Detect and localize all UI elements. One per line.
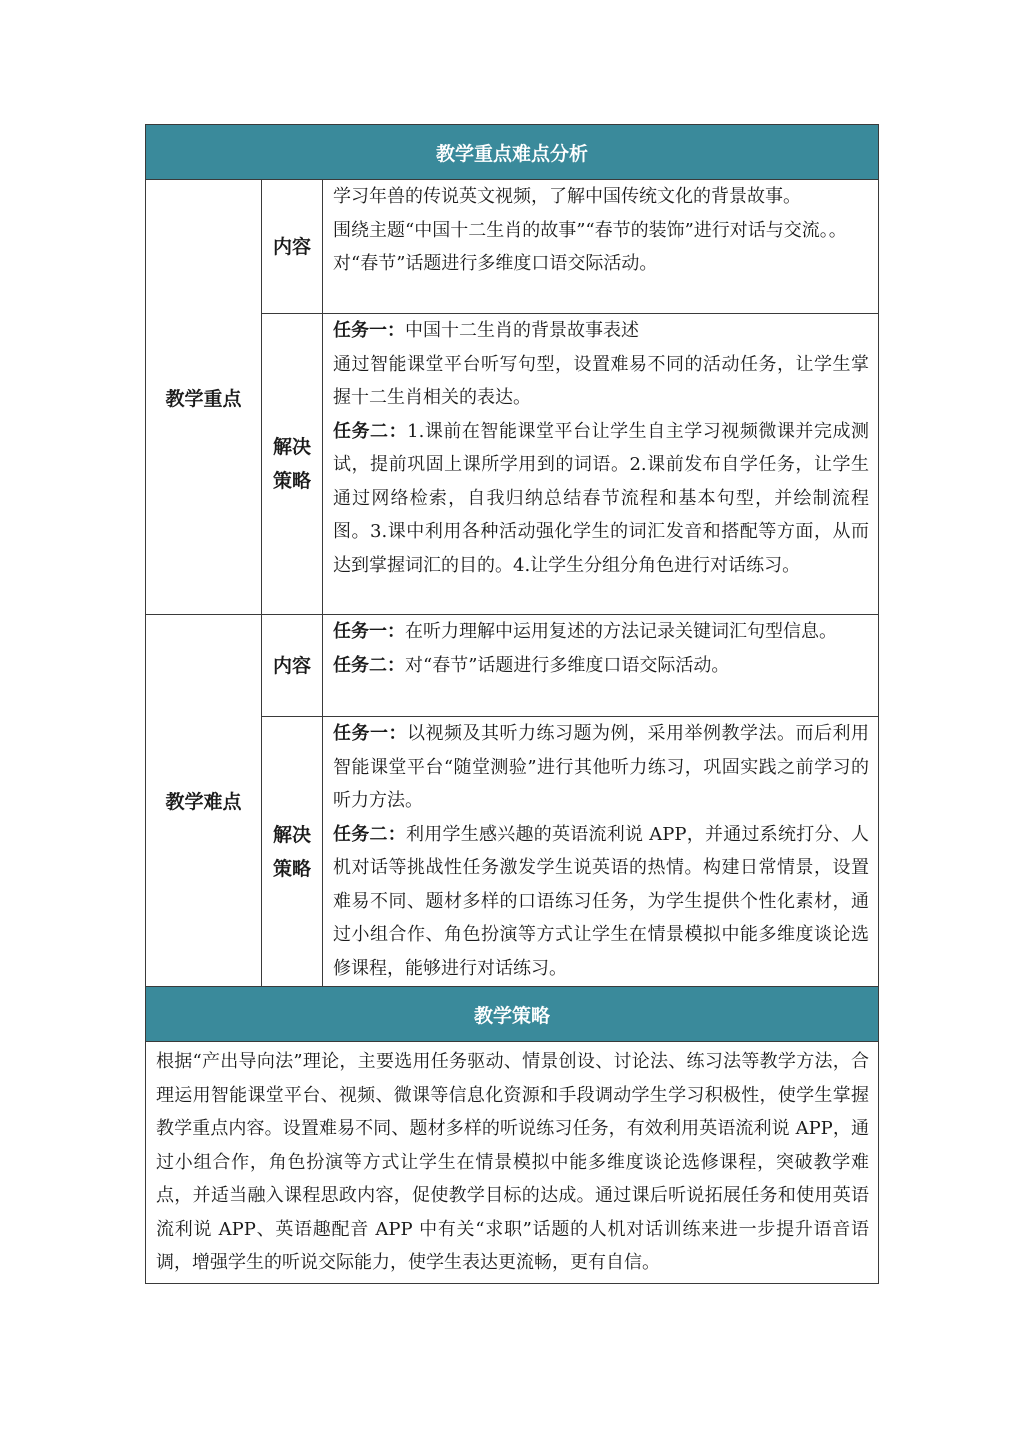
analysis-table — [145, 124, 879, 1284]
strategy-body-cell — [146, 1042, 879, 1284]
task-text: 对“春节”话题进行多维度口语交际活动。 — [405, 654, 730, 676]
content-line: 围绕主题“中国十二生肖的故事”“春节的装饰”进行对话与交流。。 — [333, 219, 847, 241]
difficulty-strategy-label-cell — [262, 717, 323, 987]
task-title: 任务一： — [333, 723, 408, 744]
strategy-label: 解决策略 — [272, 823, 311, 880]
focus-label-cell — [146, 180, 262, 615]
task-paragraph — [333, 717, 869, 818]
difficulty-content-label-cell — [262, 615, 323, 717]
content-label: 内容 — [272, 654, 311, 677]
focus-label: 教学重点 — [165, 387, 242, 410]
task-title: 任务二： — [333, 654, 405, 676]
task-text: 通过智能课堂平台听写句型，设置难易不同的活动任务，让学生掌握十二生肖相关的表达。 — [333, 353, 870, 408]
strategy-paragraph: 根据“产出导向法”理论，主要选用任务驱动、情景创设、讨论法、练习法等教学方法，合理运用智能课堂平台、视频、微课等信息化资源和手段调动学生学习积极性，使学生掌握教学重点内容。设置难易不同、题材多样的听说练习任务，有效利用英语流利说 APP，通过小组合作，角色扮演等方式让学生在情景模拟中能多维度谈论选修课程，突破教学难点，并适当融入课程思政内容，促使教学目标的达成。通过课后听说拓展任务和使用英语流利说 APP、英语趣配音 APP 中有关“求职”话题的人机对话训练来进一步提升语音语调，增强学生的听说交际能力，使学生表达更流畅，更有自信。 — [156, 1051, 870, 1273]
focus-strategy-label-cell — [262, 314, 323, 615]
task-text: 利用学生感兴趣的英语流利说 APP，并通过系统打分、人机对话等挑战性任务激发学生说英语的热情。构建日常情景，设置难易不同、题材多样的口语练习任务，为学生提供个性化素材，通过小组合作、角色扮演等方式让学生在情景模拟中能多维度谈论选修课程，能够进行对话练习。 — [333, 823, 870, 979]
task-paragraph — [333, 415, 869, 583]
difficulty-label-cell — [146, 615, 262, 987]
section-title: 教学重点难点分析 — [436, 142, 589, 165]
focus-strategy-cell — [323, 314, 879, 615]
task-paragraph — [333, 649, 869, 683]
task-paragraph — [333, 615, 869, 649]
section-title: 教学策略 — [474, 1004, 551, 1027]
difficulty-strategy-cell — [323, 717, 879, 987]
focus-content-cell — [323, 180, 879, 314]
section-header-analysis — [146, 125, 879, 180]
task-title: 任务一： — [333, 621, 405, 642]
task-title: 任务二： — [333, 420, 408, 442]
task-text: 1.课前在智能课堂平台让学生自主学习视频微课并完成测试，提前巩固上课所学用到的词语。2.课前发布自学任务，让学生通过网络检索，自我归纳总结春节流程和基本句型，并绘制流程图。3.课中利用各种活动强化学生的词汇发音和搭配等方面，从而达到掌握词汇的目的。4.让学生分组分角色进行对话练习。 — [333, 420, 870, 576]
content-label: 内容 — [272, 235, 311, 258]
task-text: 中国十二生肖的背景故事表述 — [405, 320, 639, 341]
task-paragraph — [333, 314, 869, 348]
content-line: 学习年兽的传说英文视频，了解中国传统文化的背景故事。 — [333, 186, 801, 207]
section-header-strategy — [146, 987, 879, 1042]
task-text: 以视频及其听力练习题为例，采用举例教学法。而后利用智能课堂平台“随堂测验”进行其他听力练习，巩固实践之前学习的听力方法。 — [333, 723, 870, 811]
content-line: 对“春节”话题进行多维度口语交际活动。 — [333, 253, 658, 274]
task-title: 任务一： — [333, 320, 405, 341]
task-text: 在听力理解中运用复述的方法记录关键词汇句型信息。 — [405, 621, 837, 642]
strategy-label: 解决策略 — [272, 436, 311, 492]
focus-content-label-cell — [262, 180, 323, 314]
task-title: 任务二： — [333, 823, 407, 845]
difficulty-label: 教学难点 — [165, 791, 242, 813]
difficulty-content-cell — [323, 615, 879, 717]
task-paragraph — [333, 818, 869, 986]
task-paragraph — [333, 348, 869, 415]
